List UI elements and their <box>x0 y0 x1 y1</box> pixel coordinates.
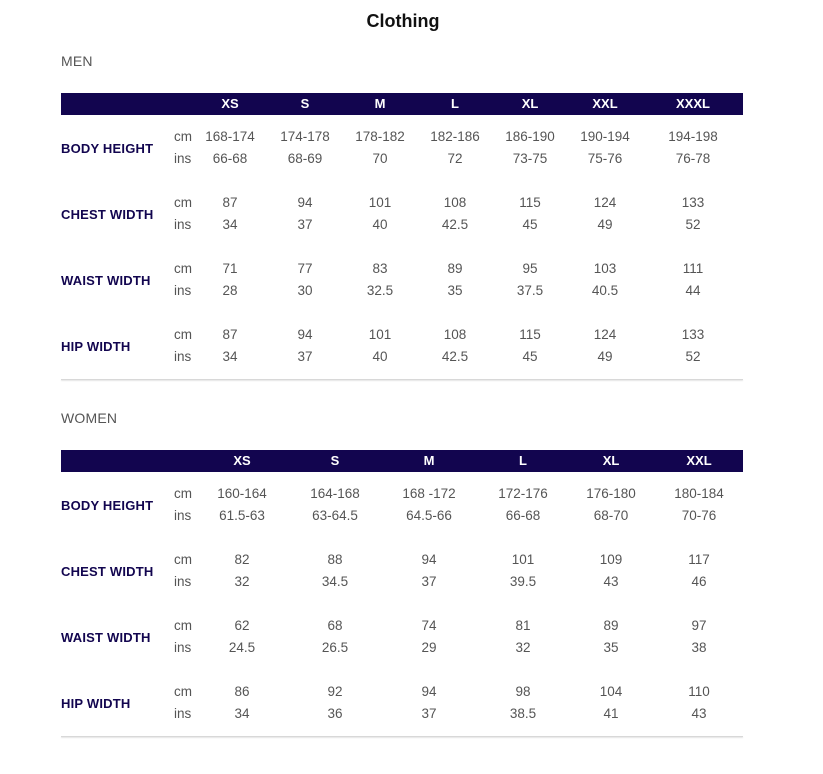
unit-cm: cm <box>174 618 192 633</box>
unit-cm: cm <box>174 552 192 567</box>
table-cell-cm: 89 <box>603 618 619 633</box>
table-cell-ins: 46 <box>691 574 707 589</box>
table-cell-cm: 115 <box>519 195 541 210</box>
table-cell-cm: 176-180 <box>586 486 636 501</box>
unit-ins: ins <box>174 640 192 655</box>
table-cell-cm: 101 <box>368 195 392 210</box>
row-label-chest-width: CHEST WIDTH <box>61 207 154 222</box>
unit-ins: ins <box>174 217 192 232</box>
table-cell-cm: 89 <box>447 261 463 276</box>
table-cell-cm: 94 <box>297 327 313 342</box>
table-cell-ins: 34 <box>234 706 250 721</box>
table-cell-cm: 186-190 <box>505 129 555 144</box>
table-cell-ins: 30 <box>297 283 313 298</box>
table-cell-ins: 24.5 <box>228 640 256 655</box>
table-cell-ins: 37 <box>297 349 313 364</box>
row-label-waist-width: WAIST WIDTH <box>61 630 151 645</box>
table-cell-ins: 45 <box>522 349 538 364</box>
unit-ins: ins <box>174 706 192 721</box>
table-cell-cm: 178-182 <box>355 129 405 144</box>
unit-cm: cm <box>174 261 192 276</box>
size-header-xl: XL <box>521 96 539 111</box>
table-cell-cm: 87 <box>222 327 238 342</box>
table-cell-ins: 42.5 <box>441 217 469 232</box>
table-cell-cm: 62 <box>234 618 250 633</box>
size-header-xs: XS <box>221 96 239 111</box>
table-cell-cm: 109 <box>599 552 623 567</box>
unit-cm: cm <box>174 327 192 342</box>
row-label-chest-width: CHEST WIDTH <box>61 564 154 579</box>
unit-ins: ins <box>174 574 192 589</box>
table-cell-ins: 49 <box>597 217 613 232</box>
table-cell-cm: 108 <box>443 327 467 342</box>
table-cell-ins: 61.5-63 <box>219 508 265 523</box>
women-size-header <box>61 450 743 472</box>
table-cell-ins: 40 <box>372 349 388 364</box>
unit-ins: ins <box>174 508 192 523</box>
size-header-xl: XL <box>602 453 620 468</box>
table-cell-ins: 38.5 <box>509 706 537 721</box>
size-header-l: L <box>451 96 459 111</box>
table-cell-ins: 76-78 <box>675 151 711 166</box>
table-cell-ins: 40 <box>372 217 388 232</box>
size-header-m: M <box>423 453 435 468</box>
table-cell-ins: 45 <box>522 217 538 232</box>
table-cell-cm: 94 <box>421 552 437 567</box>
size-header-xxl: XXL <box>592 96 618 111</box>
table-cell-cm: 160-164 <box>217 486 267 501</box>
table-cell-ins: 28 <box>222 283 238 298</box>
table-cell-cm: 82 <box>234 552 250 567</box>
table-cell-cm: 95 <box>522 261 538 276</box>
table-cell-ins: 35 <box>603 640 619 655</box>
table-cell-cm: 180-184 <box>674 486 724 501</box>
table-cell-ins: 29 <box>421 640 437 655</box>
size-header-xxxl: XXXL <box>676 96 710 111</box>
table-cell-ins: 70 <box>372 151 388 166</box>
table-cell-ins: 36 <box>327 706 343 721</box>
table-cell-cm: 97 <box>691 618 707 633</box>
row-label-hip-width: HIP WIDTH <box>61 339 131 354</box>
row-label-waist-width: WAIST WIDTH <box>61 273 151 288</box>
page-title: Clothing <box>366 11 440 31</box>
table-cell-cm: 88 <box>327 552 343 567</box>
men-divider <box>61 379 743 380</box>
table-cell-ins: 32.5 <box>366 283 394 298</box>
table-cell-ins: 75-76 <box>587 151 623 166</box>
unit-cm: cm <box>174 684 192 699</box>
table-cell-cm: 124 <box>593 195 617 210</box>
table-cell-ins: 38 <box>691 640 707 655</box>
unit-cm: cm <box>174 129 192 144</box>
table-cell-cm: 133 <box>681 327 705 342</box>
row-label-hip-width: HIP WIDTH <box>61 696 131 711</box>
table-cell-ins: 37 <box>421 706 437 721</box>
table-cell-cm: 74 <box>421 618 437 633</box>
table-cell-cm: 87 <box>222 195 238 210</box>
table-cell-cm: 182-186 <box>430 129 480 144</box>
table-cell-ins: 39.5 <box>509 574 537 589</box>
table-cell-cm: 124 <box>593 327 617 342</box>
table-cell-cm: 103 <box>593 261 617 276</box>
table-cell-ins: 32 <box>234 574 250 589</box>
table-cell-cm: 101 <box>368 327 392 342</box>
table-cell-ins: 66-68 <box>505 508 541 523</box>
table-cell-ins: 42.5 <box>441 349 469 364</box>
table-cell-ins: 37 <box>421 574 437 589</box>
size-header-l: L <box>519 453 527 468</box>
table-cell-ins: 68-69 <box>287 151 323 166</box>
table-cell-cm: 133 <box>681 195 705 210</box>
table-cell-ins: 32 <box>515 640 531 655</box>
table-cell-ins: 34 <box>222 349 238 364</box>
men-size-header <box>61 93 743 115</box>
table-cell-cm: 190-194 <box>580 129 630 144</box>
men-section-label: MEN <box>61 53 93 69</box>
table-cell-ins: 52 <box>685 349 701 364</box>
table-cell-ins: 37 <box>297 217 313 232</box>
table-cell-ins: 34 <box>222 217 238 232</box>
unit-ins: ins <box>174 349 192 364</box>
table-cell-ins: 41 <box>603 706 619 721</box>
table-cell-ins: 64.5-66 <box>406 508 452 523</box>
table-cell-ins: 66-68 <box>212 151 248 166</box>
table-cell-cm: 101 <box>511 552 535 567</box>
table-cell-cm: 68 <box>327 618 343 633</box>
table-cell-ins: 52 <box>685 217 701 232</box>
table-cell-ins: 26.5 <box>321 640 349 655</box>
size-header-s: S <box>300 96 310 111</box>
table-cell-ins: 73-75 <box>512 151 548 166</box>
table-cell-cm: 108 <box>443 195 467 210</box>
table-cell-ins: 63-64.5 <box>312 508 358 523</box>
table-cell-cm: 168 -172 <box>402 486 456 501</box>
table-cell-cm: 81 <box>515 618 531 633</box>
table-cell-cm: 92 <box>327 684 343 699</box>
table-cell-cm: 194-198 <box>668 129 718 144</box>
table-cell-cm: 94 <box>297 195 313 210</box>
table-cell-ins: 68-70 <box>593 508 629 523</box>
women-section-label: WOMEN <box>61 410 118 426</box>
table-cell-cm: 86 <box>234 684 250 699</box>
table-cell-cm: 111 <box>682 261 704 276</box>
unit-ins: ins <box>174 151 192 166</box>
table-cell-cm: 110 <box>688 684 710 699</box>
table-cell-cm: 104 <box>599 684 623 699</box>
table-cell-ins: 37.5 <box>516 283 544 298</box>
size-header-xxl: XXL <box>686 453 712 468</box>
women-divider <box>61 736 743 737</box>
size-header-s: S <box>330 453 340 468</box>
table-cell-ins: 44 <box>685 283 701 298</box>
size-header-xs: XS <box>233 453 251 468</box>
size-header-m: M <box>374 96 386 111</box>
table-cell-ins: 49 <box>597 349 613 364</box>
table-cell-cm: 117 <box>688 552 710 567</box>
table-cell-cm: 98 <box>515 684 531 699</box>
row-label-body-height: BODY HEIGHT <box>61 141 154 156</box>
table-cell-cm: 164-168 <box>310 486 360 501</box>
table-cell-ins: 35 <box>447 283 463 298</box>
table-cell-cm: 172-176 <box>498 486 548 501</box>
table-cell-cm: 77 <box>297 261 313 276</box>
unit-ins: ins <box>174 283 192 298</box>
table-cell-cm: 71 <box>222 261 238 276</box>
row-label-body-height: BODY HEIGHT <box>61 498 154 513</box>
table-cell-ins: 70-76 <box>681 508 717 523</box>
table-cell-cm: 94 <box>421 684 437 699</box>
unit-cm: cm <box>174 195 192 210</box>
table-cell-ins: 43 <box>691 706 707 721</box>
table-cell-cm: 83 <box>372 261 388 276</box>
table-cell-ins: 72 <box>447 151 463 166</box>
table-cell-cm: 168-174 <box>205 129 255 144</box>
unit-cm: cm <box>174 486 192 501</box>
table-cell-ins: 40.5 <box>591 283 619 298</box>
table-cell-cm: 115 <box>519 327 541 342</box>
table-cell-cm: 174-178 <box>280 129 330 144</box>
table-cell-ins: 43 <box>603 574 619 589</box>
table-cell-ins: 34.5 <box>321 574 349 589</box>
